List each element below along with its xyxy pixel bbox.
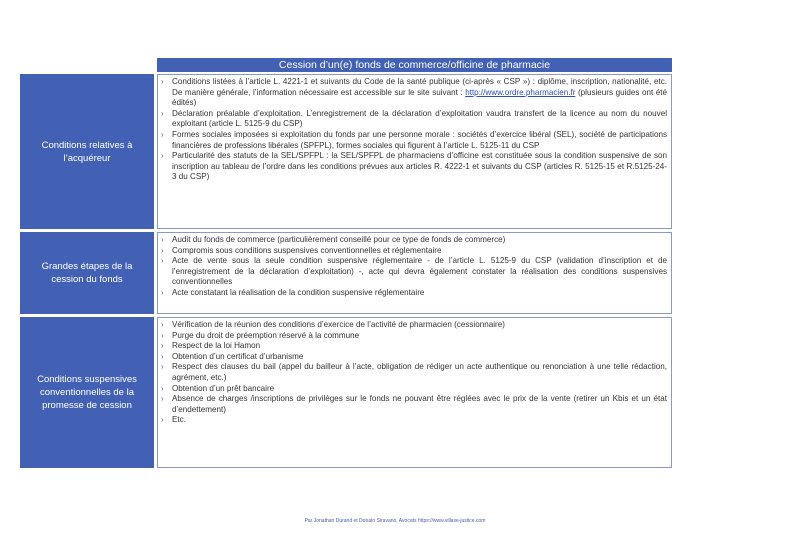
list-item: › Purge du droit de préemption réservé à la commune (161, 330, 360, 340)
list-item: › Formes sociales imposées si exploitation du fonds par une personne morale : sociétés d’exercice libéral (SEL), société de participations financières de professions libérales (SPFPL), formes sociales qui figurent à l’article L. 5125-11 du CSP (161, 129, 667, 150)
list-item: › Acte constatant la réalisation de la condition suspensive réglementaire (161, 287, 425, 297)
arrow-right-icon: › (161, 108, 164, 118)
list-item: › Absence de charges /inscriptions de privilèges sur le fonds ne pouvant être réglées avec le prix de la vente (retirer un Kbis et un état d’endettement) (161, 394, 667, 414)
section-content (157, 232, 672, 314)
list-item: › Respect de la loi Hamon (161, 341, 261, 351)
list-item: › Compromis sous conditions suspensives conventionnelles et réglementaire (161, 245, 442, 255)
section-content (157, 317, 672, 468)
list-item: › Acte de vente sous la seule condition suspensive réglementaire - de l’article L. 5125-9 du CSP (validation d’inscription et de l’enregistrement de la déclaration d’exploitation) -, acte qui devra également constater la réalisation des conditions suspensives conventionnelles (161, 256, 667, 287)
footer-credit: Par Jonathan Durand et Donato Siravano, Avocats https://www.villase-justice.com (304, 518, 486, 524)
arrow-right-icon: › (161, 394, 164, 404)
section-content (157, 74, 672, 229)
arrow-right-icon: › (161, 77, 164, 86)
arrow-right-icon: › (161, 415, 164, 425)
section-conditions-suspensives (20, 317, 672, 468)
list-item: › Particularité des statuts de la SEL/SPFPL : la SEL/SPFPL de pharmaciens d’officine est constituée sous la condition suspensive de son inscription au tableau de l’ordre dans les conditions prévues aux articles R. 4222-1 et suivants du CSP (articles R. 5125-15 et R.5125-24-3 du CSP) (161, 151, 667, 182)
list-item: › Obtention d’un certificat d’urbanisme (161, 351, 304, 361)
section-acquereur (20, 74, 672, 229)
list-item: › Déclaration préalable d’exploitation. L’enregistrement de la déclaration d’exploitation vaudra transfert de la licence au nom du nouvel exploitant (article L. 5125-9 du CSP) (161, 108, 667, 129)
list-item: › Obtention d’un prêt bancaire (161, 383, 275, 393)
arrow-right-icon: › (161, 151, 164, 161)
arrow-right-icon: › (161, 383, 164, 393)
section-etapes (20, 232, 672, 314)
list-item: › Respect des clauses du bail (appel du bailleur à l’acte, obligation de rédiger un acte authentique ou renonciation à une telle rédaction, agrément, etc.) (161, 362, 667, 382)
arrow-right-icon: › (161, 235, 164, 244)
arrow-right-icon: › (161, 351, 164, 361)
arrow-right-icon: › (161, 129, 164, 139)
arrow-right-icon: › (161, 256, 164, 266)
arrow-right-icon: › (161, 341, 164, 351)
arrow-right-icon: › (161, 287, 164, 297)
section-label: Grandes étapes de la cession du fonds (20, 232, 154, 314)
list-item: › Audit du fonds de commerce (particulièrement conseillé pour ce type de fonds de commerce) (161, 235, 506, 244)
section-label: Conditions suspensives conventionnelles de la promesse de cession (20, 317, 154, 468)
list-item: › Etc. (161, 415, 186, 425)
list-item: › Conditions listées à l’article L. 4221-1 et suivants du Code de la santé publique (ci-après « CSP ») : diplôme, inscription, nationalité, etc. De manière générale, l’information nécessaire est accessible sur le site suivant : http://www.ordre.pharmacien.fr (plusieurs guides ont été édités) (161, 77, 667, 108)
section-label: Conditions relatives à l’acquéreur (20, 74, 154, 229)
arrow-right-icon: › (161, 362, 164, 372)
arrow-right-icon: › (161, 320, 164, 329)
arrow-right-icon: › (161, 245, 164, 255)
table-title: Cession d’un(e) fonds de commerce/officine de pharmacie (157, 58, 672, 72)
ordre-pharmacien-link[interactable]: http://www.ordre.pharmacien.fr (465, 87, 576, 97)
list-item: › Vérification de la réunion des conditions d’exercice de l’activité de pharmacien (cessionnaire) (161, 320, 505, 329)
arrow-right-icon: › (161, 330, 164, 340)
